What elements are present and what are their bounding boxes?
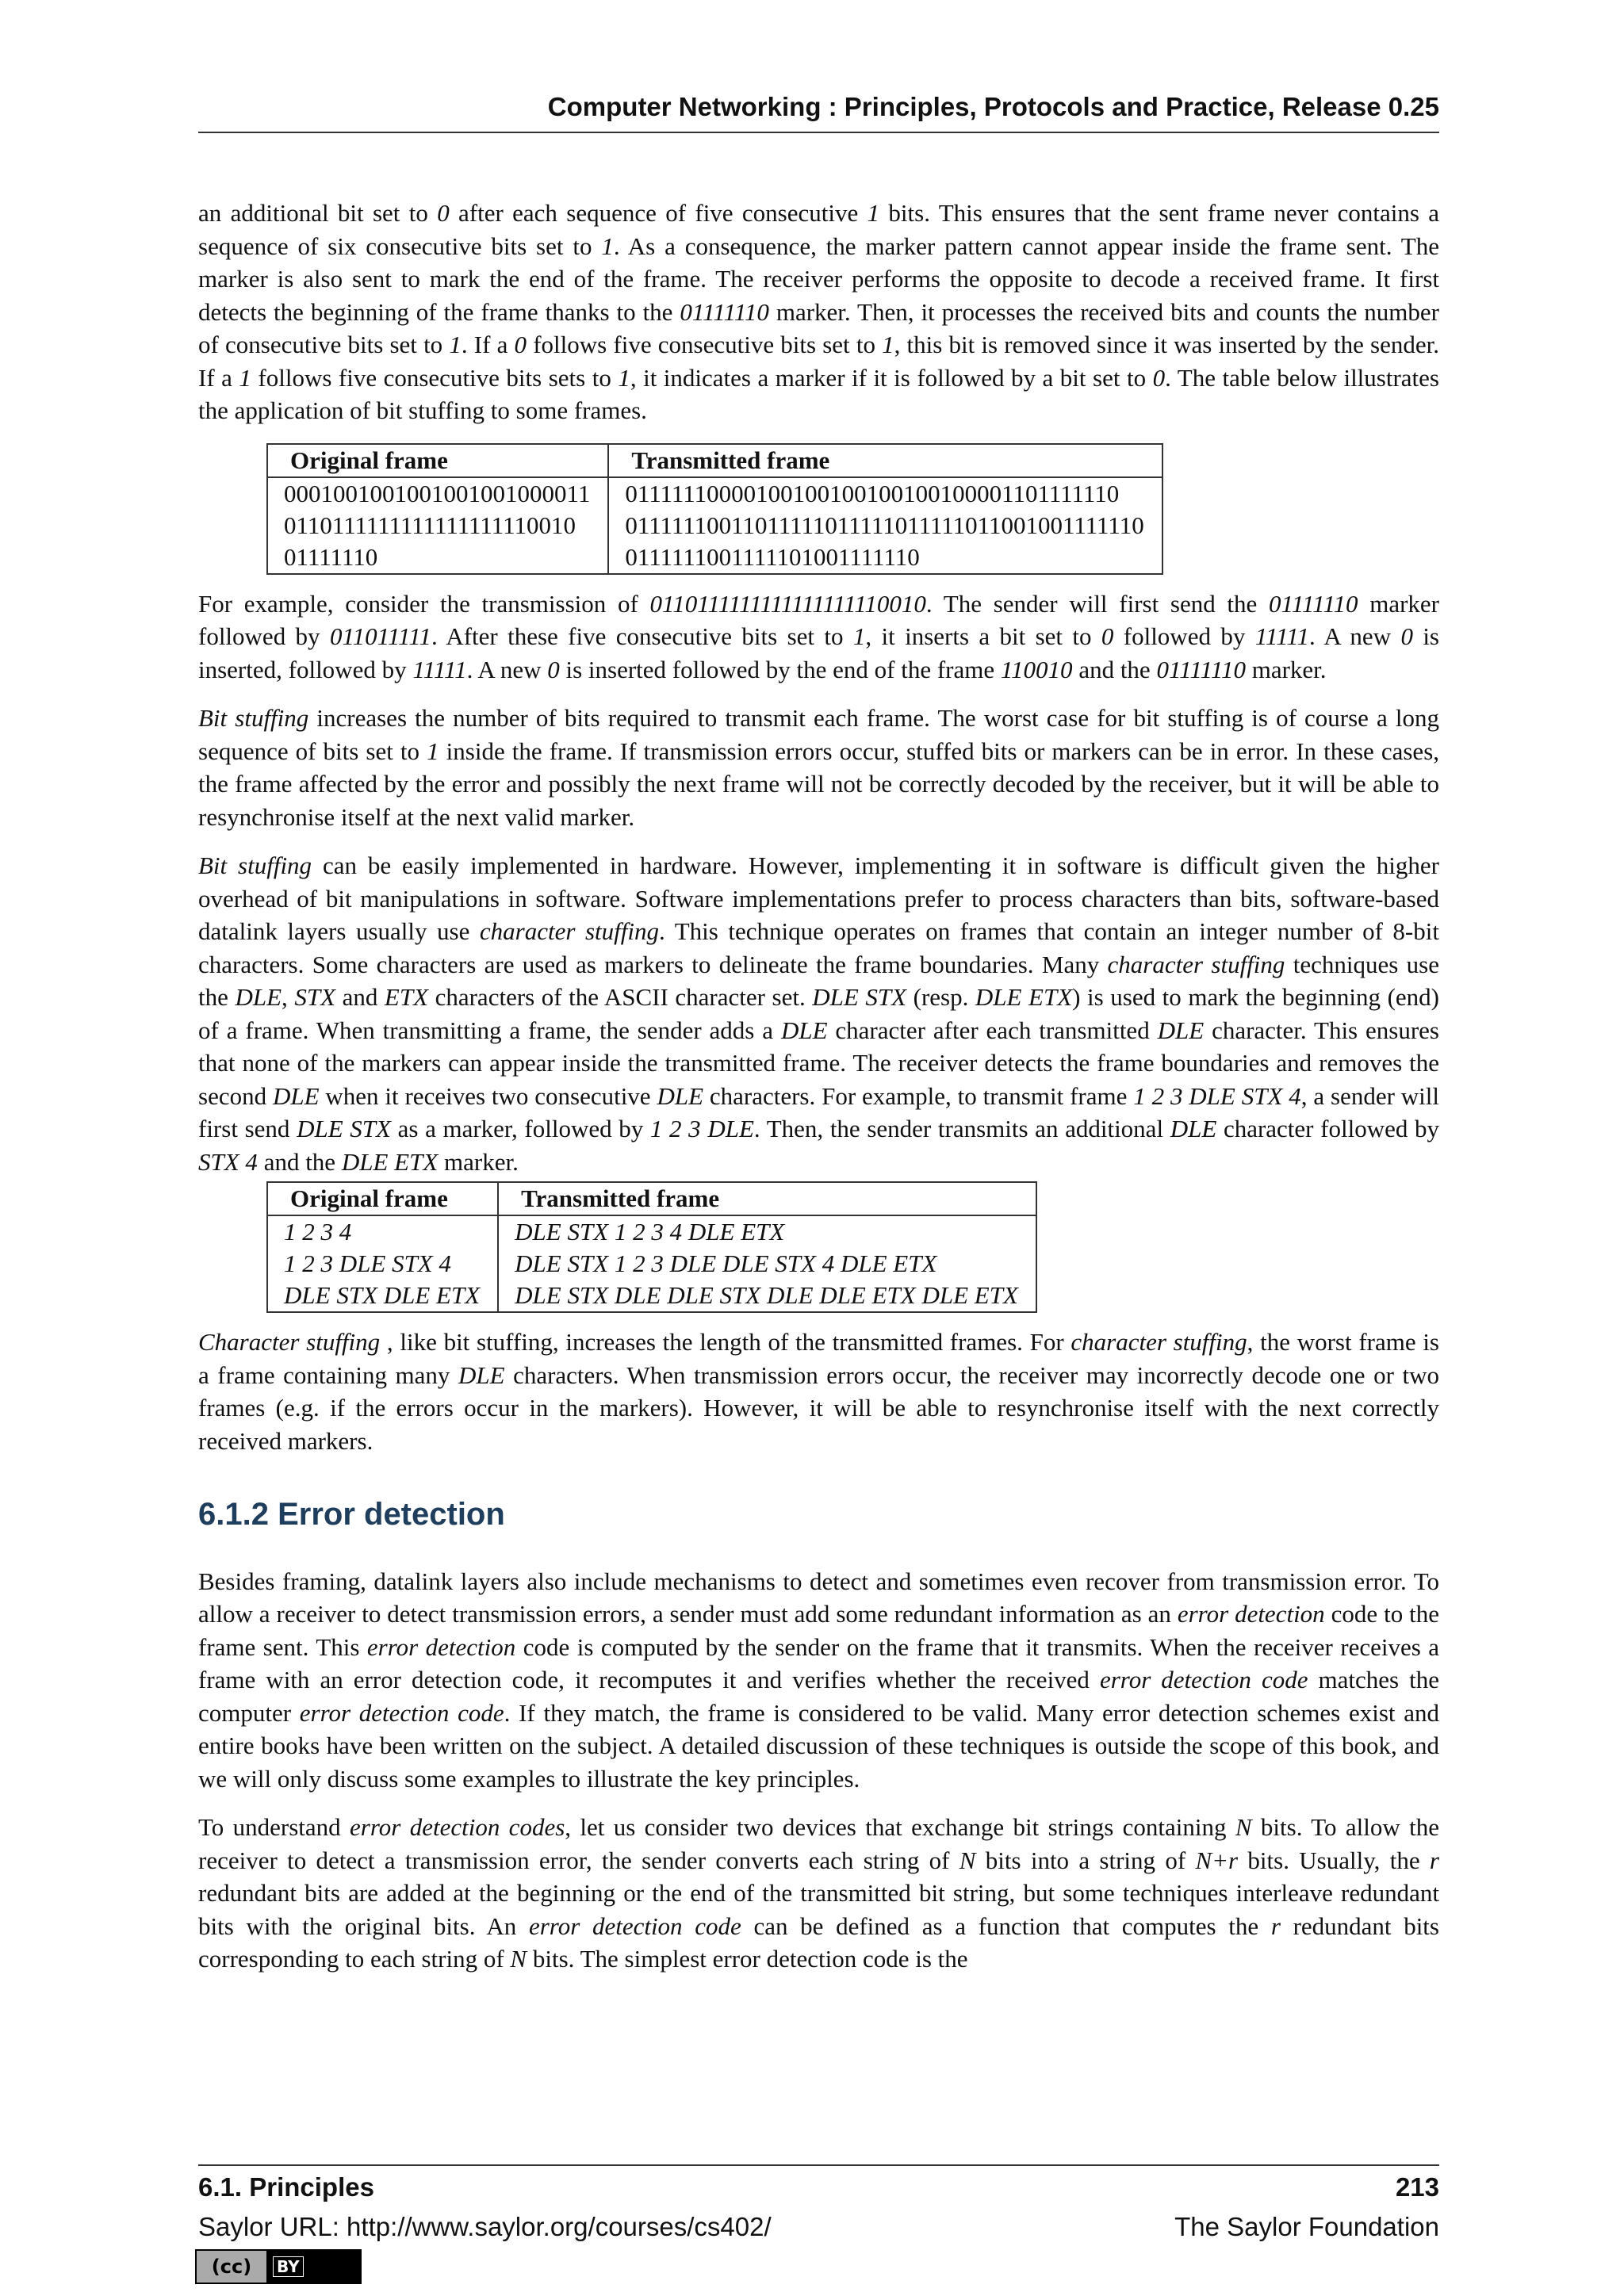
- column-header: Transmitted frame: [498, 1182, 1036, 1215]
- cc-by-license-badge[interactable]: [195, 2249, 362, 2284]
- table-row: [267, 541, 1162, 574]
- paragraph: an additional bit set to 0 after each sequence of five consecutive 1 bits. This ensures that the sent frame never contains a sequence of six consecutive bits set to 1. As a consequence, the marker pattern cannot appear inside the frame sent. The marker is also sent to mark the end of the frame. The receiver performs the opposite to decode a received frame. It first detects the beginning of the frame thanks to the 01111110 marker. Then, it processes the received bits and counts the number of consecutive bits set to 1. If a 0 follows five consecutive bits set to 1, this bit is removed since it was inserted by the sender. If a 1 follows five consecutive bits sets to 1, it indicates a marker if it is followed by a bit set to 0. The table below illustrates the application of bit stuffing to some frames.: [198, 199, 1439, 424]
- table-row: [267, 1248, 1036, 1280]
- character-stuffing-table: [266, 1181, 1037, 1313]
- cc-icon: ( cc ): [197, 2251, 266, 2283]
- footer-rule: [198, 2164, 1439, 2166]
- table-cell: 1 2 3 4: [267, 1215, 498, 1248]
- paragraph: Bit stuffing can be easily implemented in hardware. However, implementing it in software is difficult given the higher overhead of bit manipulations in software. Software implementations prefer to process characters than bits, software-based datalink layers usually use character stuffing. This technique operates on frames that contain an integer number of 8-bit characters. Some characters are used as markers to delineate the frame boundaries. Many character stuffing techniques use the DLE, STX and ETX characters of the ASCII character set. DLE STX (resp. DLE ETX) is used to mark the beginning (end) of a frame. When transmitting a frame, the sender adds a DLE character after each transmitted DLE character. This ensures that none of the markers can appear inside the transmitted frame. The receiver detects the frame boundaries and removes the second DLE when it receives two consecutive DLE characters. For example, to transmit frame 1 2 3 DLE STX 4, a sender will first send DLE STX as a marker, followed by 1 2 3 DLE. Then, the sender transmits an additional DLE character followed by STX 4 and the DLE ETX marker.: [198, 851, 1439, 1176]
- table-cell: DLE STX 1 2 3 4 DLE ETX: [498, 1215, 1036, 1248]
- column-header: Original frame: [267, 444, 608, 477]
- column-header: Transmitted frame: [608, 444, 1162, 477]
- paragraph: For example, consider the transmission of 0110111111111111111110010. The sender will first send the 01111110 marker followed by 011011111. After these five consecutive bits set to 1, it inserts a bit set to 0 followed by 11111. A new 0 is inserted, followed by 11111. A new 0 is inserted followed by the end of the frame 110010 and the 01111110 marker.: [198, 589, 1440, 683]
- paragraph: Character stuffing , like bit stuffing, increases the length of the transmitted frames. For character stuffing, the worst frame is a frame containing many DLE characters. When transmission errors occur, the receiver may incorrectly decode one or two frames (e.g. if the errors occur in the markers). However, it will be able to resynchronise itself with the next correctly received markers.: [198, 1328, 1439, 1455]
- section-heading: 6.1.2 Error detection: [198, 1497, 505, 1532]
- footer-section: 6.1. Principles: [198, 2172, 374, 2202]
- saylor-foundation: The Saylor Foundation: [1174, 2212, 1439, 2241]
- table-row: [267, 1280, 1036, 1312]
- page-body: [198, 197, 1439, 1992]
- table-cell: DLE STX 1 2 3 DLE DLE STX 4 DLE ETX: [498, 1248, 1036, 1280]
- column-header: Original frame: [267, 1182, 498, 1215]
- saylor-url[interactable]: Saylor URL: http://www.saylor.org/courses/cs402/: [198, 2212, 772, 2241]
- table-cell: 01111110000100100100100100100001101111110: [608, 477, 1162, 510]
- running-header: Computer Networking : Principles, Protocols and Practice, Release 0.25: [547, 92, 1439, 121]
- table-cell: 0111111001111101001111110: [608, 541, 1162, 574]
- header-rule: [198, 132, 1439, 133]
- table-row: [267, 477, 1162, 510]
- paragraph: Besides framing, datalink layers also include mechanisms to detect and sometimes even recover from transmission error. To allow a receiver to detect transmission errors, a sender must add some redundant information as an error detection code to the frame sent. This error detection code is computed by the sender on the frame that it transmits. When the receiver receives a frame with an error detection code, it recomputes it and verifies whether the received error detection code matches the computer error detection code. If they match, the frame is considered to be valid. Many error detection schemes exist and entire books have been written on the subject. A detailed discussion of these techniques is outside the scope of this book, and we will only discuss some examples to illustrate the key principles.: [198, 1567, 1440, 1793]
- table-cell: 01111110011011111011111011111011001001111110: [608, 510, 1162, 541]
- table-cell: 0001001001001001001000011: [267, 477, 608, 510]
- bit-stuffing-table: [266, 443, 1163, 575]
- page-number: 213: [1395, 2172, 1439, 2202]
- table-cell: 01111110: [267, 541, 608, 574]
- table-cell: DLE STX DLE DLE STX DLE DLE ETX DLE ETX: [498, 1280, 1036, 1312]
- table-row: [267, 510, 1162, 541]
- paragraph: To understand error detection codes, let us consider two devices that exchange bit strings containing N bits. To allow the receiver to detect a transmission error, the sender converts each string of N bits into a string of N+r bits. Usually, the r redundant bits are added at the beginning or the end of the transmitted bit string, but some techniques interleave redundant bits with the original bits. An error detection code can be defined as a function that computes the r redundant bits corresponding to each string of N bits. The simplest error detection code is the: [198, 1813, 1440, 1973]
- table-cell: 0110111111111111111110010: [267, 510, 608, 541]
- table-row: [267, 1215, 1036, 1248]
- table-cell: DLE STX DLE ETX: [267, 1280, 498, 1312]
- table-cell: 1 2 3 DLE STX 4: [267, 1248, 498, 1280]
- paragraph: Bit stuffing increases the number of bits required to transmit each frame. The worst case for bit stuffing is of course a long sequence of bits set to 1 inside the frame. If transmission errors occur, stuffed bits or markers can be in error. In these cases, the frame affected by the error and possibly the next frame will not be correctly decoded by the receiver, but it will be able to resynchronise itself at the next valid marker.: [198, 704, 1440, 831]
- by-icon: BY: [266, 2251, 360, 2283]
